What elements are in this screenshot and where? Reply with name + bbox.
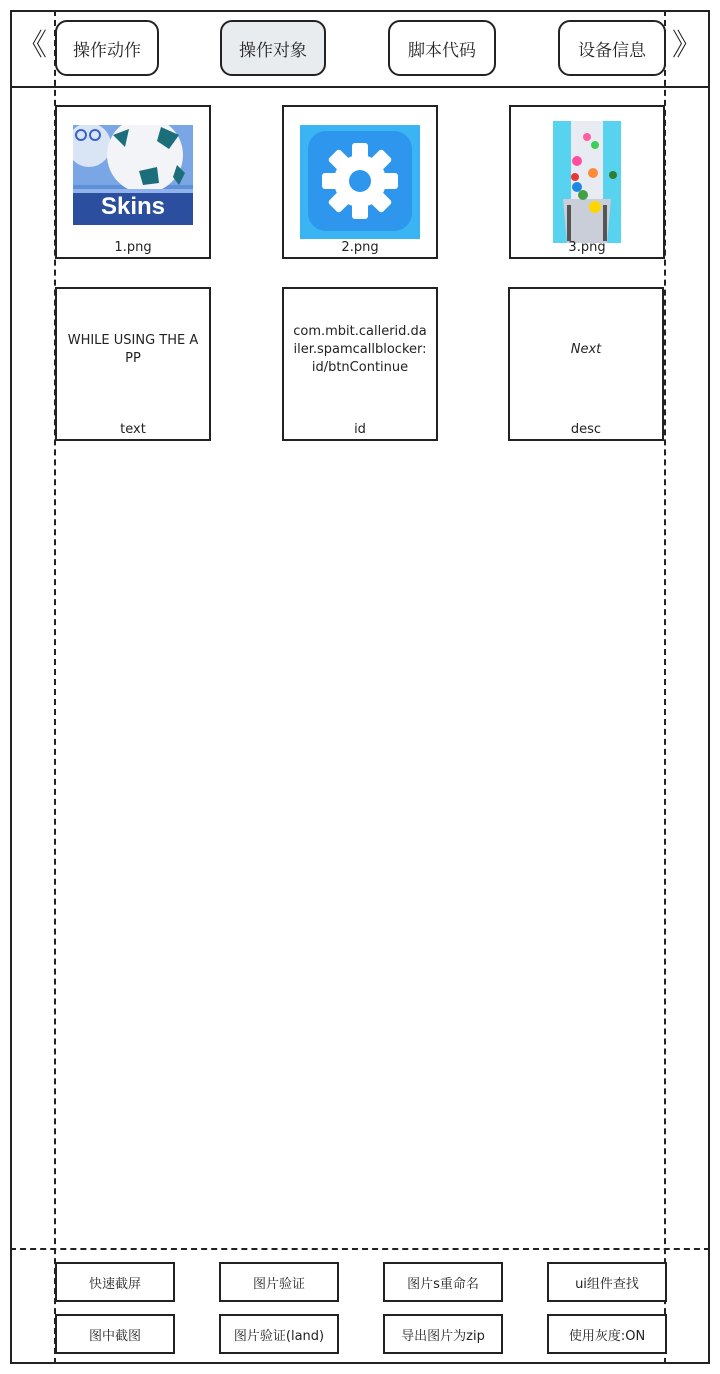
object-card-desc[interactable] xyxy=(508,287,664,441)
export-zip-button[interactable]: 导出图片为zip xyxy=(383,1314,503,1354)
image-verify-land-button[interactable]: 图片验证(land) xyxy=(219,1314,339,1354)
object-card-2[interactable] xyxy=(282,105,438,259)
next-arrow-icon[interactable]: 》 xyxy=(672,28,702,63)
object-text-value: WHILE USING THE APP xyxy=(67,333,199,366)
object-card-id[interactable] xyxy=(282,287,438,441)
grayscale-toggle-button[interactable]: 使用灰度:ON xyxy=(547,1314,667,1354)
toolbar-divider xyxy=(10,1248,710,1250)
image-verify-button[interactable]: 图片验证 xyxy=(219,1262,339,1302)
prev-arrow-icon[interactable]: 《 xyxy=(17,28,47,63)
image-rename-button[interactable]: 图片s重命名 xyxy=(383,1262,503,1302)
header-divider xyxy=(10,86,710,88)
tab-script-code[interactable]: 脚本代码 xyxy=(388,20,496,76)
quick-screenshot-button[interactable]: 快速截屏 xyxy=(55,1262,175,1302)
settings-gear-icon xyxy=(300,125,420,243)
object-caption: 2.png xyxy=(341,240,379,255)
skins-label: Skins xyxy=(100,193,166,220)
tab-objects[interactable]: 操作对象 xyxy=(220,20,326,76)
tab-actions[interactable]: 操作动作 xyxy=(55,20,159,76)
object-card-1[interactable] xyxy=(55,105,211,259)
object-caption: 1.png xyxy=(114,240,152,255)
object-desc-value: Next xyxy=(570,342,602,357)
tab-device-info[interactable]: 设备信息 xyxy=(558,20,666,76)
object-caption: id xyxy=(354,422,366,437)
skins-thumbnail xyxy=(73,125,193,229)
ui-component-search-button[interactable]: ui组件查找 xyxy=(547,1262,667,1302)
ball-game-thumbnail xyxy=(553,121,621,247)
object-id-value: com.mbit.callerid.dailer.spamcallblocker:id/btnContinue xyxy=(293,324,427,375)
object-card-text[interactable] xyxy=(55,287,211,441)
object-caption: desc xyxy=(570,422,602,437)
object-caption: text xyxy=(120,422,146,437)
crop-in-image-button[interactable]: 图中截图 xyxy=(55,1314,175,1354)
object-card-3[interactable] xyxy=(509,105,665,259)
object-caption: 3.png xyxy=(568,240,606,255)
